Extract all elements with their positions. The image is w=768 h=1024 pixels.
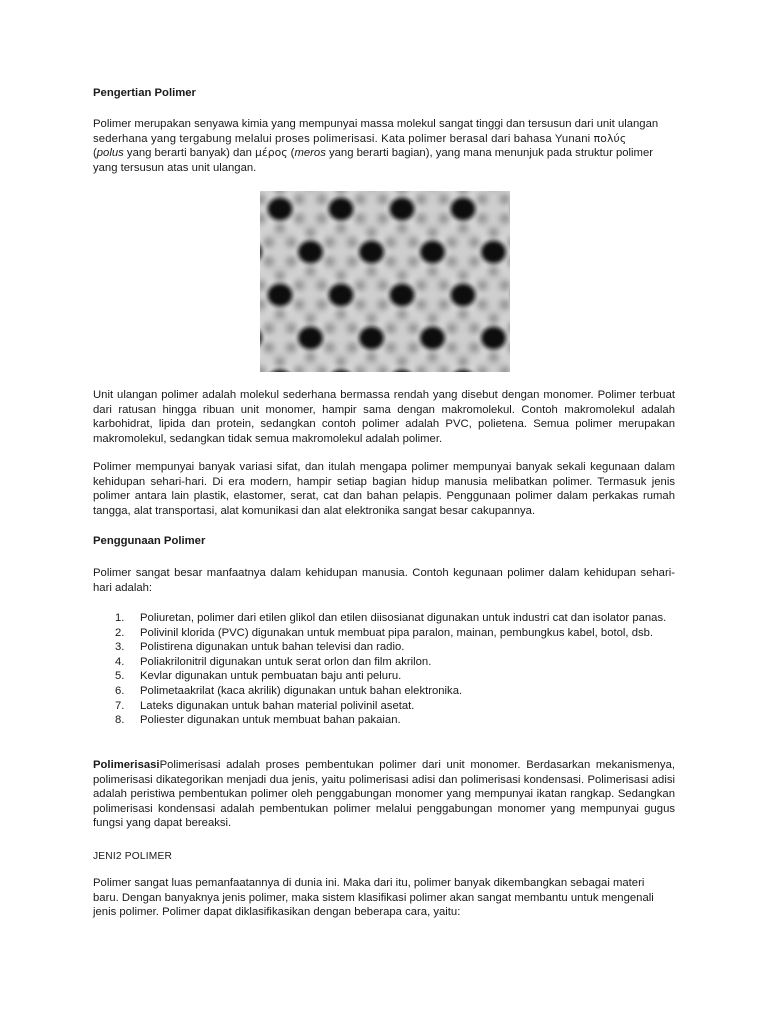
list-item-text: Lateks digunakan untuk bahan material polivinil asetat. [140,699,415,712]
paragraph-properties: Polimer mempunyai banyak variasi sifat, dan itulah mengapa polimer mempunyai banyak sekali kegunaan dalam kehidupan sehari-hari. Di era modern, hampir setiap bagian hidup manusia melibatkan polimer. Termasuk jenis polimer antara lain plastik, elastomer, serat, cat dan bahan pelapis. Penggunaan polimer dalam perkakas rumah tangga, alat transportasi, alat komunikasi dan alat elektronika sangat besar cakupannya. [93,461,675,517]
greek-word-meros: μέρος [255,146,288,160]
list-item-number: 6. [115,684,125,697]
paragraph-classification [93,876,675,920]
paragraph-monomer: Unit ulangan polimer adalah molekul sederhana bermassa rendah yang disebut dengan monomer. Polimer terbuat dari ratusan hingga ribuan unit monomer, hampir sama dengan makromolekul. Contoh makromolekul adalah karbohidrat, lipida dan protein, sedangkan contoh polimer adalah PVC, polietena. Semua polimer merupakan makromolekul, sedangkan tidak semua makromolekul adalah polimer. [93,389,675,445]
heading-penggunaan-polimer: Penggunaan Polimer [93,535,206,547]
paragraph-definition-line4: yang tersusun atas unit ulangan. [93,161,257,174]
list-item [93,699,675,714]
paragraph-classification-line2: baru. Dengan banyaknya jenis polimer, maka sistem klasifikasi polimer akan sangat membantu untuk mengenali [93,891,654,904]
list-item-text: Polivinil klorida (PVC) digunakan untuk membuat pipa paralon, mainan, pembungkus kabel, botol, dsb. [140,626,654,639]
paragraph-classification-line1: Polimer sangat luas pemanfaatannya di dunia ini. Maka dari itu, polimer banyak dikembangkan sebagai materi [93,877,645,889]
list-item-text: Poliuretan, polimer dari etilen glikol dan etilen diisosianat digunakan untuk industri cat dan isolator panas. [140,612,667,624]
list-item-text: Polistirena digunakan untuk bahan televisi dan radio. [140,641,405,654]
italic-polus: polus [96,147,124,160]
paragraph-definition-line3 [93,146,675,161]
polymer-micrograph-image [260,191,510,372]
list-item-number: 8. [115,714,125,727]
list-item-number: 7. [115,699,125,712]
text-segment: sederhana yang tergabung melalui proses polimerisasi. Kata polimer berasal dari bahasa Yunani [93,132,594,145]
paragraph-definition-line1: Polimer merupakan senyawa kimia yang mempunyai massa molekul sangat tinggi dan tersusun dari unit ulangan [93,118,659,130]
list-item [93,655,675,670]
list-item [93,640,675,655]
paragraph-definition [93,117,675,175]
list-item [93,713,675,728]
list-item-text: Poliester digunakan untuk membuat bahan pakaian. [140,714,401,727]
polimerisasi-body: Polimerisasi adalah proses pembentukan polimer dari unit monomer. Berdasarkan mekanismenya, polimerisasi dikategorikan menjadi dua jenis, yaitu polimerisasi adisi dan polimerisasi kondensasi. Polimerisasi adisi adalah peristiwa pembentukan polimer oleh penggabungan monomer yang mempunyai ikatan rangkap. Sedangkan polimerisasi kondensasi adalah pembentukan polimer melalui penggabungan monomer yang mempunyai gugus fungsi yang dapat bereaksi. [93,759,675,830]
polimerisasi-inline-heading: Polimerisasi [93,759,160,771]
italic-meros: meros [294,147,326,160]
text-segment: ( [287,147,295,160]
paragraph-definition-line2 [93,132,675,147]
heading-pengertian-polimer: Pengertian Polimer [93,87,196,99]
paragraph-uses-intro: Polimer sangat besar manfaatnya dalam kehidupan manusia. Contoh kegunaan polimer dalam kehidupan sehari-hari adalah: [93,567,675,594]
text-segment: yang berarti bagian), yang mana menunjuk pada struktur polimer [325,147,654,160]
list-item-text: Poliakrilonitril digunakan untuk serat orlon dan film akrilon. [140,655,432,668]
list-item-number: 4. [115,655,125,668]
greek-word-polus: πολύς [593,131,627,145]
paragraph-classification-line3: jenis polimer. Polimer dapat diklasifikasikan dengan beberapa cara, yaitu: [93,906,461,919]
list-item-number: 1. [115,612,125,624]
uses-list [93,611,675,728]
list-item-number: 3. [115,641,125,654]
list-item [93,611,675,626]
list-item-text: Polimetaakrilat (kaca akrilik) digunakan untuk bahan elektronika. [140,684,463,697]
list-item-number: 5. [115,670,125,683]
list-item [93,626,675,641]
list-item [93,684,675,699]
text-segment: ( [93,147,97,160]
heading-jenis-polimer: JENI2 POLIMER [93,851,173,862]
paragraph-polimerisasi [93,758,675,831]
text-segment: yang berarti banyak) dan [123,147,256,160]
list-item-text: Kevlar digunakan untuk pembuatan baju anti peluru. [140,670,402,683]
list-item [93,669,675,684]
list-item-number: 2. [115,626,125,639]
micrograph-icon [260,191,510,372]
